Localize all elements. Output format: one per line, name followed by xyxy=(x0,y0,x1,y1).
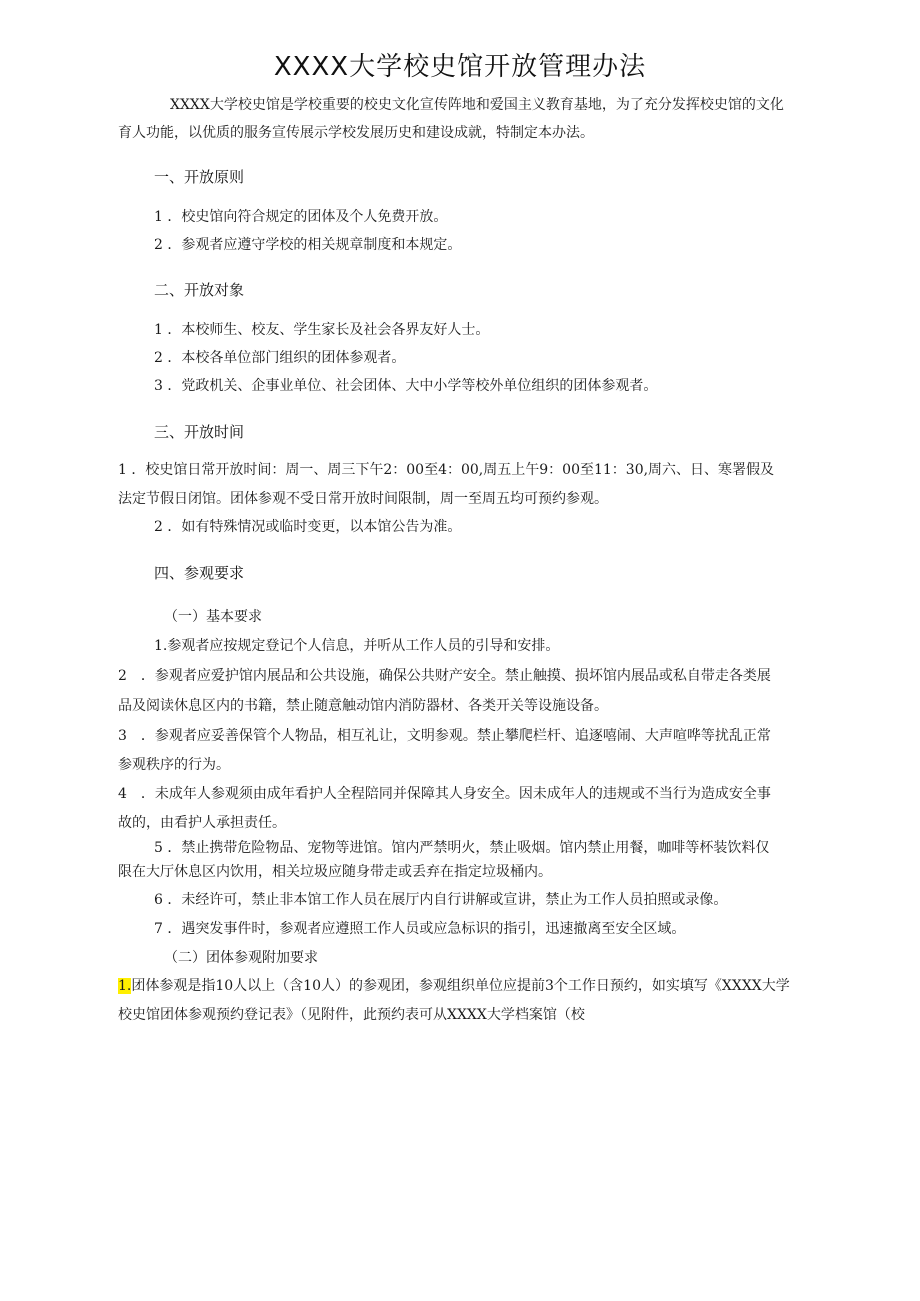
principle-item-1: 1 ．校史馆向符合规定的团体及个人免费开放。 xyxy=(154,209,448,225)
basic-line-3: 品及阅读休息区内的书籍，禁止随意触动馆内消防器材、各类开关等设施设备。 xyxy=(118,698,608,714)
basic-line-10: 6 ．未经许可，禁止非本馆工作人员在展厅内自行讲解或宣讲，禁止为工作人员拍照或录像。 xyxy=(154,892,728,908)
hours-item-2: 2 ．如有特殊情况或临时变更，以本馆公告为准。 xyxy=(154,519,462,535)
section-heading-principles: 一、开放原则 xyxy=(154,168,245,186)
hours-item-1-cont: 法定节假日闭馆。团体参观不受日常开放时间限制，周一至周五均可预约参观。 xyxy=(118,491,608,507)
basic-line-4: 3 ．参观者应妥善保管个人物品，相互礼让，文明参观。禁止攀爬栏杆、追逐嘻闹、大声喧哗等扰乱正常 xyxy=(118,728,771,744)
group-line-2: 校史馆团体参观预约登记表》（见附件，此预约表可从XXXX大学档案馆（校 xyxy=(118,1007,585,1023)
audience-item-3: 3 ．党政机关、企事业单位、社会团体、大中小学等校外单位组织的团体参观者。 xyxy=(154,378,658,394)
intro-line-2: 育人功能，以优质的服务宣传展示学校发展历史和建设成就，特制定本办法。 xyxy=(118,125,594,141)
group-line-1 xyxy=(118,975,790,995)
basic-line-7: 故的，由看护人承担责任。 xyxy=(118,815,286,831)
document-title: XXXX大学校史馆开放管理办法 xyxy=(273,52,647,82)
principle-item-2: 2 ．参观者应遵守学校的相关规章制度和本规定。 xyxy=(154,237,462,253)
section-heading-hours: 三、开放时间 xyxy=(154,423,245,441)
group-line-1-text: 团体参观是指10人以上（含10人）的参观团，参观组织单位应提前3个工作日预约，如实填写《XXXX大学 xyxy=(131,978,790,994)
basic-line-8: 5 ．禁止携带危险物品、宠物等进馆。馆内严禁明火，禁止吸烟。馆内禁止用餐，咖啡等杯装饮料仅 xyxy=(154,840,770,856)
section-heading-audience: 二、开放对象 xyxy=(154,281,245,299)
basic-line-2: 2 ．参观者应爱护馆内展品和公共设施，确保公共财产安全。禁止触摸、损坏馆内展品或私自带走各类展 xyxy=(118,668,771,684)
hours-item-1: 1 ．校史馆日常开放时间：周一、周三下午2：00至4：00,周五上午9：00至11：30,周六、日、寒署假及 xyxy=(118,462,775,478)
section-heading-requirements: 四、参观要求 xyxy=(154,564,245,582)
intro-line-1: XXXX大学校史馆是学校重要的校史文化宣传阵地和爱国主义教育基地，为了充分发挥校史馆的文化 xyxy=(170,97,784,113)
basic-line-9: 限在大厅休息区内饮用，相关垃圾应随身带走或丢弃在指定垃圾桶内。 xyxy=(118,864,552,880)
basic-line-5: 参观秩序的行为。 xyxy=(118,757,230,773)
subsection-heading-basic: （一）基本要求 xyxy=(164,609,262,625)
audience-item-1: 1 ．本校师生、校友、学生家长及社会各界友好人士。 xyxy=(154,322,490,338)
audience-item-2: 2 ．本校各单位部门组织的团体参观者。 xyxy=(154,350,406,366)
basic-line-6: 4 ．未成年人参观须由成年看护人全程陪同并保障其人身安全。因未成年人的违规或不当行为造成安全事 xyxy=(118,786,771,802)
basic-line-1: 1.参观者应按规定登记个人信息，并听从工作人员的引导和安排。 xyxy=(154,638,560,654)
basic-line-11: 7 ．遇突发事件时，参观者应遵照工作人员或应急标识的指引，迅速撤离至安全区域。 xyxy=(154,921,686,937)
subsection-heading-group: （二）团体参观附加要求 xyxy=(164,950,318,966)
highlight-marker: 1. xyxy=(118,978,132,994)
